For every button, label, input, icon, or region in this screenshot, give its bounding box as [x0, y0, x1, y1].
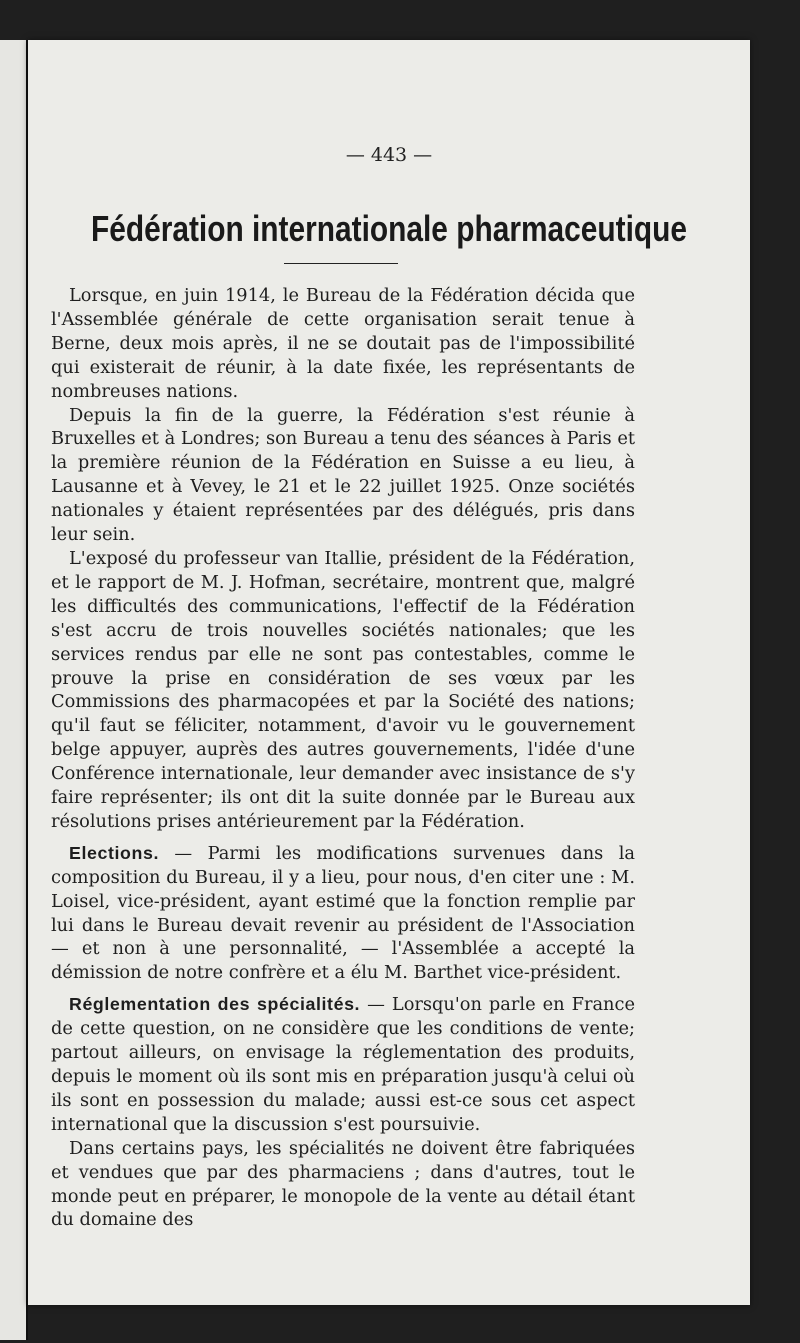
paragraph-history	[51, 404, 635, 547]
paragraph-text: Lorsque, en juin 1914, le Bureau de la Fédération décida que l'Assemblée générale de cette organisation serait tenue à Berne, deux mois après, il ne se doutait pas de l'impossibilité qui existerait de réunir, à la date fixée, les représentants de nombreuses nations.	[51, 285, 635, 402]
page-number: — 443 —	[345, 144, 433, 166]
paragraph-text: — Lorsqu'on parle en France de cette question, on ne considère que les conditions de vente; partout ailleurs, on envisage la réglementation des produits, depuis le moment où ils sont mis en préparation jusqu'à celui où ils sont en possession du malade; aussi est-ce sous cet aspect international que la discussion s'est poursuivie.	[51, 994, 635, 1135]
page-title: Fédération internationale pharmaceutique	[90, 208, 688, 249]
paragraph-text: L'exposé du professeur van Itallie, président de la Fédération, et le rapport de M. J. Hofman, secrétaire, montrent que, malgré les difficultés des communications, l'effectif de la Fédération s'est accru de trois nouvelles sociétés nationales; que les services rendus par elle ne sont pas contestables, comme le prouve la prise en considération de ses vœux par les Commissions des pharmacopées et par la Société des nations; qu'il faut se féliciter, notamment, d'avoir vu le gouvernement belge appuyer, auprès des autres gouvernements, l'idée d'une Conférence internationale, leur demander avec insistance de s'y faire représenter; ils ont dit la suite donnée par le Bureau aux résolutions prises antérieurement par la Fédération.	[51, 547, 635, 832]
paragraph-text: — Parmi les modifications survenues dans la composition du Bureau, il y a lieu, pour nous, d'en citer une : M. Loisel, vice-président, ayant estimé que la fonction remplie par lui dans le Bureau devait revenir au président de l'Association — et non à une personnalité, — l'Assemblée a accepté la démission de notre confrère et a élu M. Barthet vice-président.	[51, 842, 635, 984]
section-heading-reglementation: Réglementation des spécialités.	[69, 994, 361, 1015]
paragraph-specialites	[51, 1137, 635, 1233]
paragraph-text: Depuis la fin de la guerre, la Fédération s'est réunie à Bruxelles et à Londres; son Bureau a tenu des séances à Paris et la première réunion de la Fédération en Suisse a eu lieu, à Lausanne et à Vevey, le 21 et le 22 juillet 1925. Onze sociétés nationales y étaient représentées par des délégués, pris dans leur sein.	[51, 404, 635, 546]
paragraph-elections	[51, 842, 635, 985]
paragraph-intro	[51, 284, 635, 404]
document-page	[28, 40, 750, 1305]
paragraph-reglementation	[51, 993, 635, 1136]
paragraph-report	[51, 547, 635, 834]
title-divider	[284, 263, 398, 264]
paragraph-text: Dans certains pays, les spécialités ne doivent être fabriquées et vendues que par des pharmaciens ; dans d'autres, tout le monde peut en préparer, le monopole de la vente au détail étant du domaine des	[51, 1137, 635, 1231]
previous-page-edge	[0, 40, 28, 1340]
article-body	[51, 284, 635, 1232]
section-heading-elections: Elections.	[69, 842, 159, 863]
